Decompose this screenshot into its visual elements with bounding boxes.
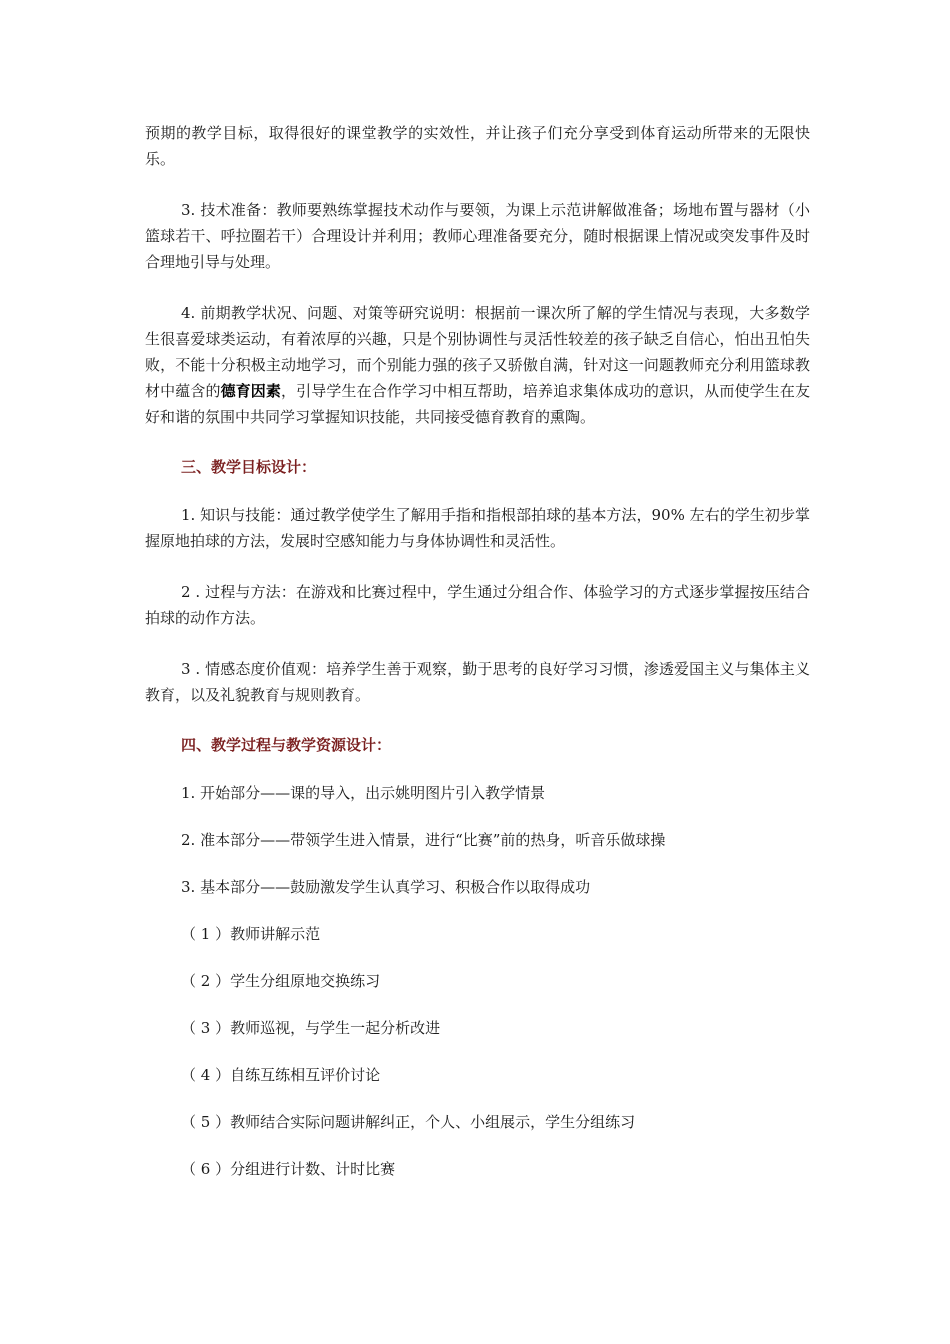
sub-step-6: （ 6 ）分组进行计数、计时比赛 bbox=[181, 1160, 396, 1178]
goal-attitude: 3 . 情感态度价值观：培养学生善于观察，勤于思考的良好学习习惯，渗透爱国主义与集体主义教育，以及礼貌教育与规则教育。 bbox=[145, 660, 810, 704]
process-step-basic: 3. 基本部分——鼓励激发学生认真学习、积极合作以取得成功 bbox=[181, 878, 591, 896]
continuation-paragraph: 预期的教学目标，取得很好的课堂教学的实效性，并让孩子们充分享受到体育运动所带来的无限快乐。 bbox=[145, 124, 810, 168]
sub-step-5: （ 5 ）教师结合实际问题讲解纠正，个人、小组展示，学生分组练习 bbox=[181, 1113, 636, 1131]
process-step-prepare: 2. 准本部分——带领学生进入情景，进行“比赛”前的热身，听音乐做球操 bbox=[181, 831, 666, 849]
section-title-goals: 三、教学目标设计： bbox=[181, 458, 317, 476]
goal-knowledge: 1. 知识与技能：通过教学使学生了解用手指和指根部拍球的基本方法，90% 左右的学生初步掌握原地拍球的方法，发展时空感知能力与身体协调性和灵活性。 bbox=[145, 506, 810, 550]
sub-step-4: （ 4 ）自练互练相互评价讨论 bbox=[181, 1066, 381, 1084]
prior-research-text-1: 4. 前期教学状况、问题、对策等研究说明：根据前一课次所了解的学生情况与表现，大多数学生很喜爱球类运动，有着浓厚的兴趣，只是个别协调性与灵活性较差的孩子缺乏自信心，怕出丑怕失败，不能十分积极主动地学习，而个别能力强的孩子又骄傲自满，针对这一问题教师充分利用篮球教材中蕴含的 bbox=[145, 304, 810, 400]
prior-research-text-2: ，引导学生在合作学习中相互帮助，培养追求集体成功的意识，从而使学生在友好和谐的氛围中共同学习掌握知识技能，共同接受德育教育的熏陶。 bbox=[145, 382, 810, 426]
moral-factor-emphasis: 德育因素 bbox=[220, 382, 282, 400]
process-step-start: 1. 开始部分——课的导入，出示姚明图片引入教学情景 bbox=[181, 784, 546, 802]
section-title-process: 四、教学过程与教学资源设计： bbox=[181, 736, 392, 754]
paragraph-prior-research bbox=[145, 300, 810, 430]
sub-step-3: （ 3 ）教师巡视，与学生一起分析改进 bbox=[181, 1019, 441, 1037]
sub-step-1: （ 1 ）教师讲解示范 bbox=[181, 925, 321, 943]
goal-process: 2 . 过程与方法：在游戏和比赛过程中，学生通过分组合作、体验学习的方式逐步掌握按压结合拍球的动作方法。 bbox=[145, 583, 810, 627]
paragraph-tech-prep: 3. 技术准备：教师要熟练掌握技术动作与要领，为课上示范讲解做准备；场地布置与器材（小篮球若干、呼拉圈若干）合理设计并利用；教师心理准备要充分，随时根据课上情况或突发事件及时合理地引导与处理。 bbox=[145, 201, 810, 271]
document-page bbox=[145, 120, 810, 1182]
sub-step-2: （ 2 ）学生分组原地交换练习 bbox=[181, 972, 381, 990]
